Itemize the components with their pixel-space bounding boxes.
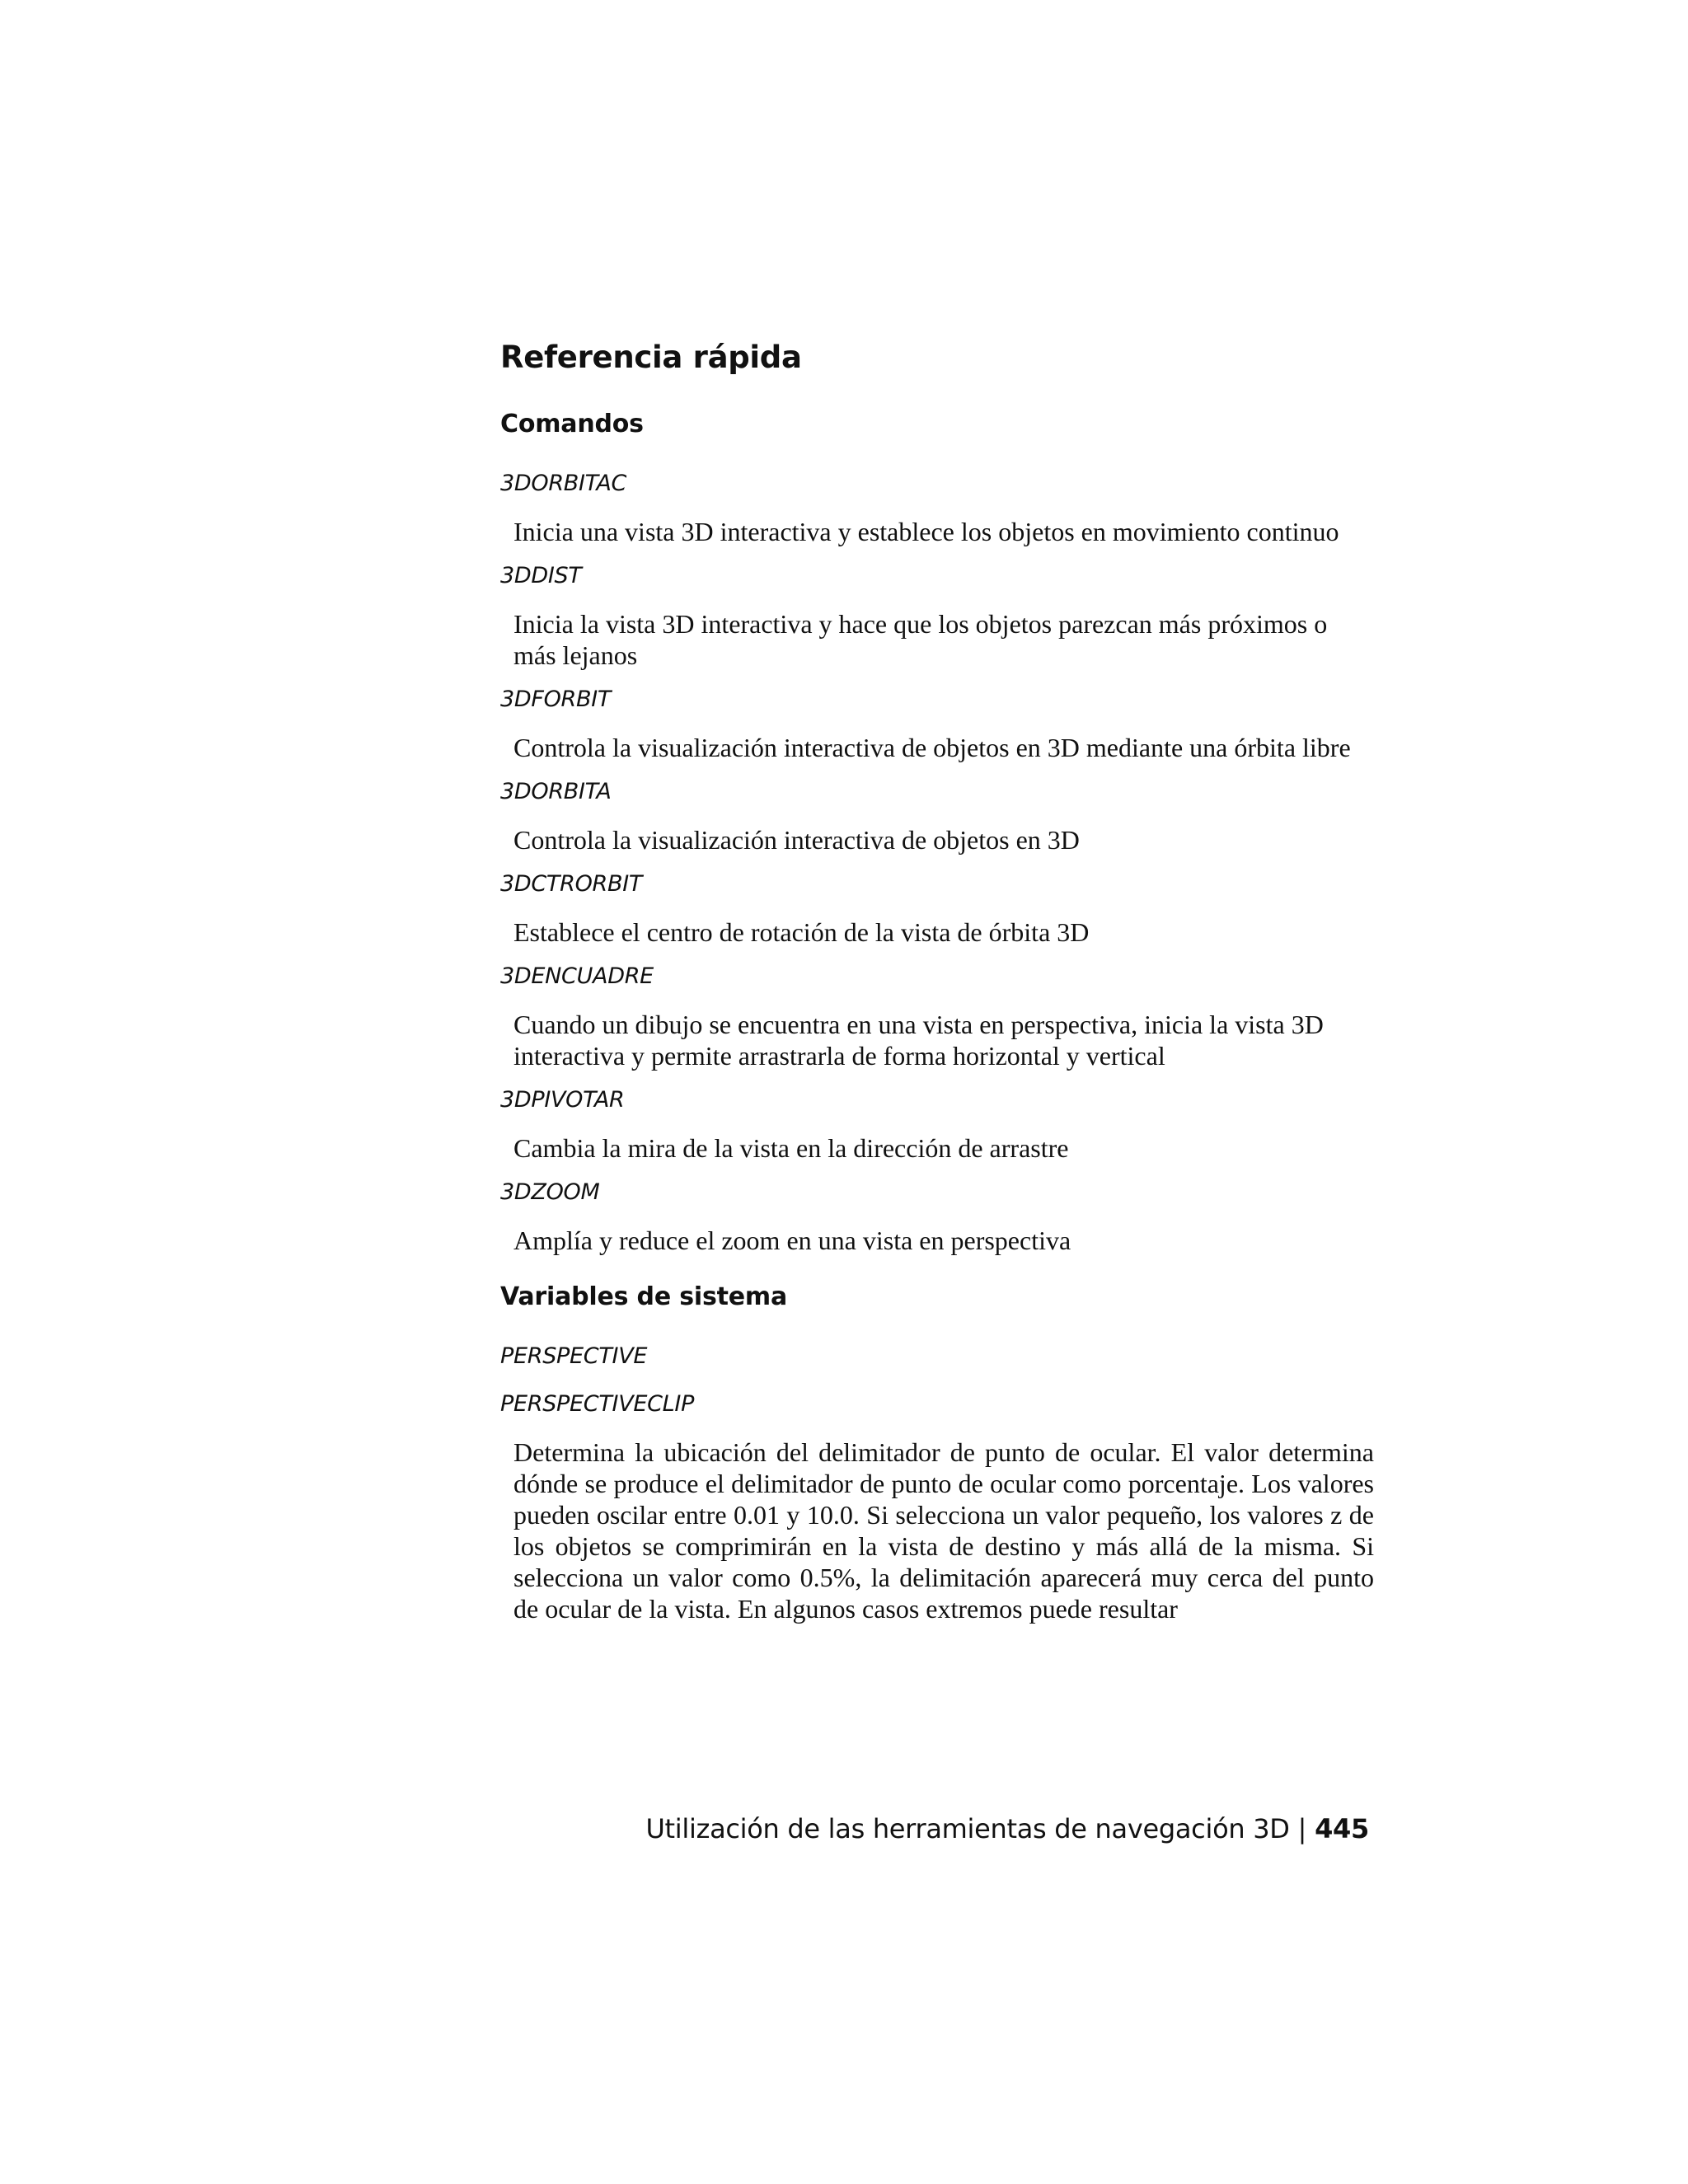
- commands-heading: Comandos: [500, 410, 644, 438]
- command-description: Establece el centro de rotación de la vista de órbita 3D: [513, 917, 1090, 947]
- variable-term: PERSPECTIVE: [500, 1343, 648, 1369]
- command-term: 3DDIST: [500, 563, 582, 588]
- command-term: 3DPIVOTAR: [500, 1087, 625, 1113]
- command-description: Cambia la mira de la vista en la dirección de arrastre: [513, 1133, 1069, 1163]
- section-heading: Referencia rápida: [500, 340, 802, 375]
- page-number: 445: [1315, 1813, 1369, 1844]
- command-term: 3DENCUADRE: [500, 963, 654, 989]
- command-description: Amplía y reduce el zoom en una vista en perspectiva: [513, 1226, 1071, 1255]
- command-description: Controla la visualización interactiva de objetos en 3D mediante una órbita libre: [513, 733, 1351, 762]
- command-term: 3DZOOM: [500, 1179, 600, 1205]
- command-term: 3DFORBIT: [500, 687, 612, 712]
- variable-description: Determina la ubicación del delimitador de punto de ocular. El valor determina dónde se produce el delimitador de punto de ocular como porcentaje. Los valores pueden oscilar entre 0.01 y 10.0. Si selecciona un valor pequeño, los valores z de los objetos se comprimirán en la vista de destino y más allá de la misma. Si selecciona un valor como 0.5%, la delimitación aparecerá muy cerca del punto de ocular de la vista. En algunos casos extremos puede resultar: [513, 1437, 1374, 1624]
- command-term: 3DORBITAC: [500, 471, 627, 496]
- commands-list: [500, 468, 1374, 1256]
- system-variables-list: [500, 1341, 1374, 1624]
- footer-chapter-title: Utilización de las herramientas de navegación 3D: [645, 1813, 1290, 1844]
- system-variables-heading: Variables de sistema: [500, 1282, 788, 1311]
- variable-term: PERSPECTIVECLIP: [500, 1391, 695, 1417]
- command-description: Cuando un dibujo se encuentra en una vista en perspectiva, inicia la vista 3D interactiva y permite arrastrarla de forma horizontal y vertical: [513, 1010, 1324, 1071]
- command-description: Inicia la vista 3D interactiva y hace que los objetos parezcan más próximos o más lejanos: [513, 609, 1328, 670]
- page-content: [500, 330, 1374, 1638]
- command-description: Controla la visualización interactiva de objetos en 3D: [513, 825, 1080, 855]
- command-term: 3DORBITA: [500, 779, 612, 804]
- command-description: Inicia una vista 3D interactiva y establece los objetos en movimiento continuo: [513, 517, 1339, 546]
- footer-separator: |: [1297, 1813, 1307, 1844]
- command-term: 3DCTRORBIT: [500, 871, 643, 897]
- page-footer: [645, 1813, 1369, 1844]
